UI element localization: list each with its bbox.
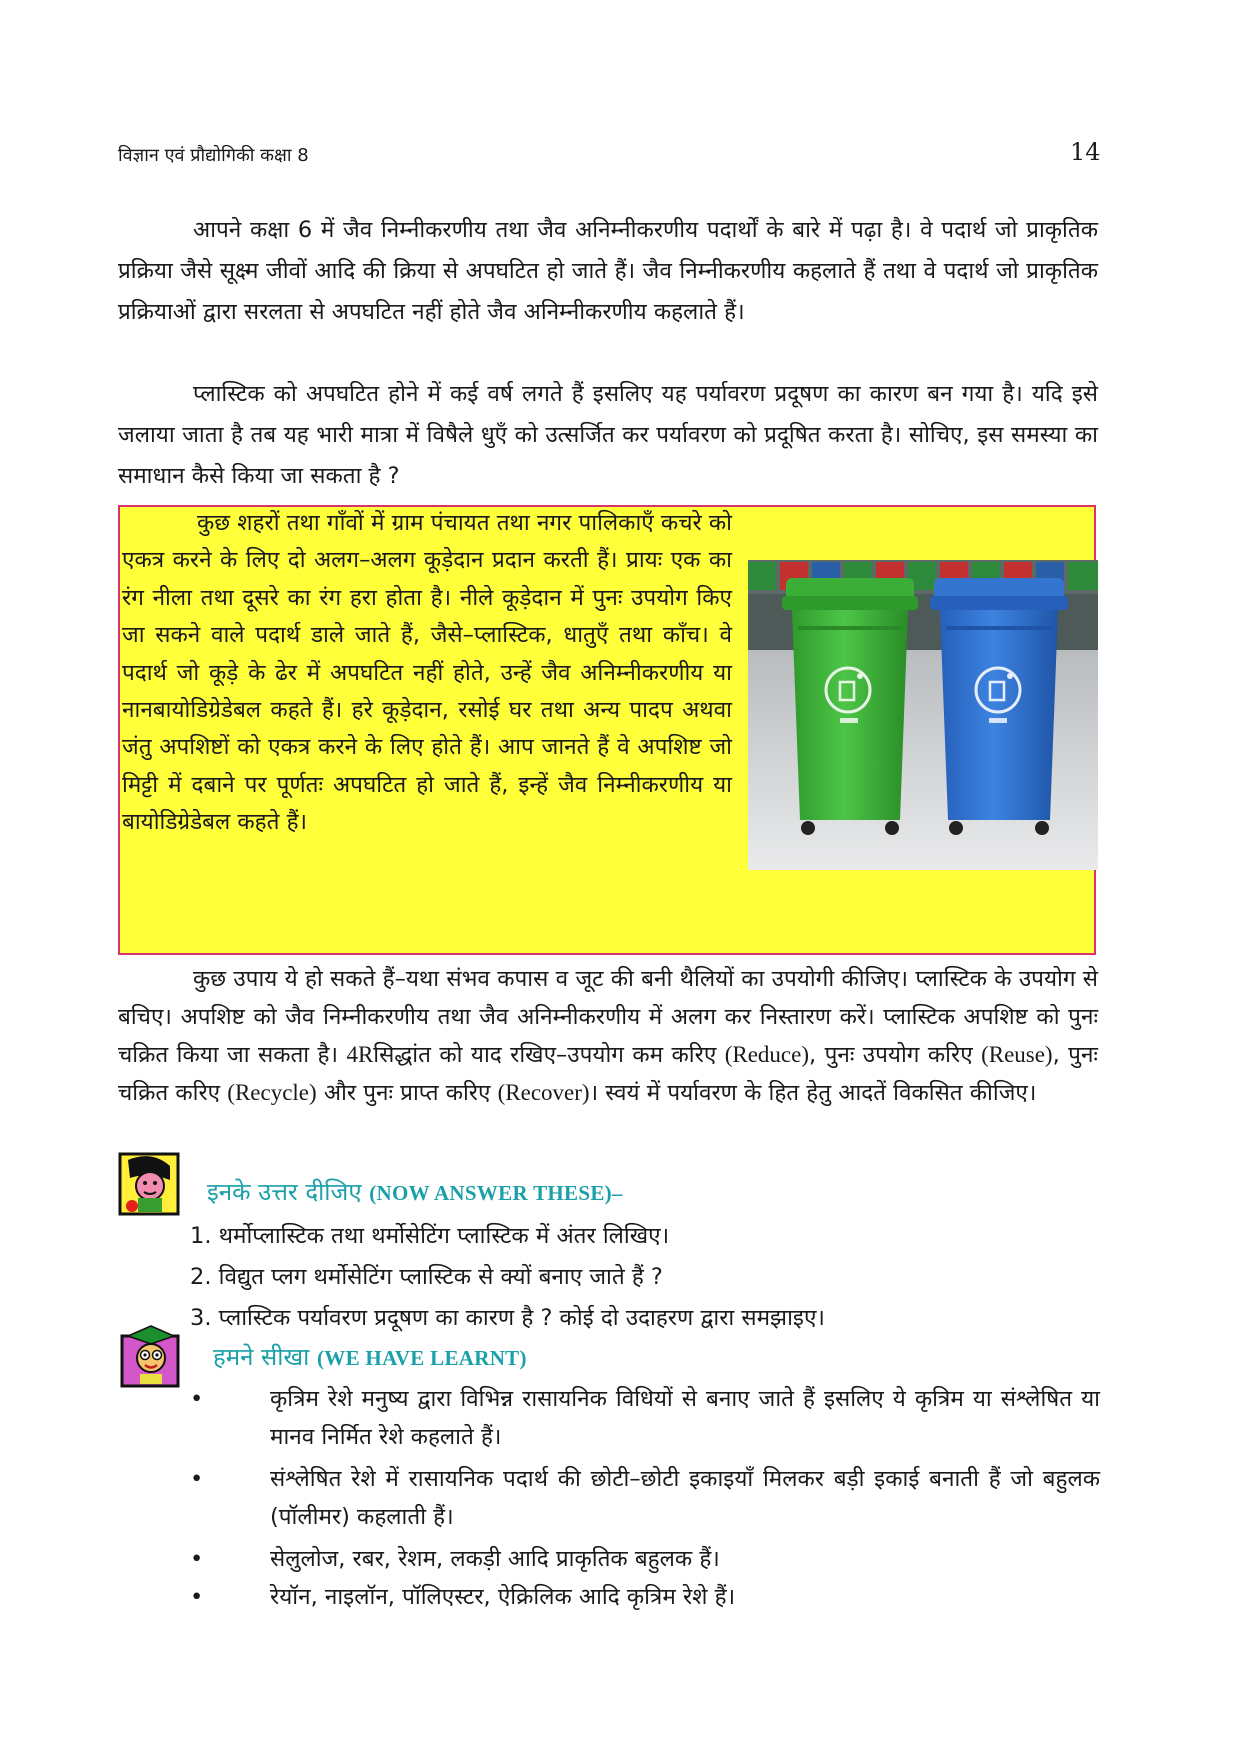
list-item: • सेलुलोज, रबर, रेशम, लकड़ी आदि प्राकृतिक बहुलक हैं। (190, 1546, 720, 1572)
paragraph-plastic-pollution: प्लास्टिक को अपघटित होने में कई वर्ष लगते हैं इसलिए यह पर्यावरण प्रदूषण का कारण बन गया है। यदि इसे जलाया जाता है तब यह भारी मात्रा में विषैले धुएँ को उत्सर्जित कर पर्यावरण को प्रदूषित करता है। सोचिए, इस समस्या का समाधान कैसे किया जा सकता है ? (118, 381, 1098, 489)
list-item: • कृत्रिम रेशे मनुष्य द्वारा विभिन्न रासायनिक विधियों से बनाए जाते हैं इसलिए ये कृत्रिम या संश्लेषित या मानव निर्मित रेशे कहलाते हैं। (190, 1386, 1100, 1450)
highlight-box-text: कुछ शहरों तथा गाँवों में ग्राम पंचायत तथा नगर पालिकाएँ कचरे को एकत्र करने के लिए दो अलग–अलग कूड़ेदान प्रदान करती हैं। प्रायः एक का रंग नीला तथा दूसरे का रंग हरा होता है। नीले कूड़ेदान में पुनः उपयोग किए जा सकने वाले पदार्थ डाले जाते हैं, जैसे–प्लास्टिक, धातुएँ तथा काँच। वे पदार्थ जो कूड़े के ढेर में अपघटित नहीं होते, उन्हें जैव अनिम्नीकरणीय या नानबायोडिग्रेडेबल कहते हैं। हरे कूड़ेदान, रसोई घर तथा अन्य पादप अथवा जंतु अपशिष्टों को एकत्र करने के लिए होते हैं। आप जानते हैं वे अपशिष्ट जो मिट्टी में दबाने पर पूर्णतः अपघटित हो जाते हैं, इन्हें जैव निम्नीकरणीय या बायोडिग्रेडेबल कहते हैं। (122, 510, 732, 836)
list-item: 2. विद्युत प्लग थर्मोसेटिंग प्लास्टिक से क्यों बनाए जाते हैं ? (190, 1264, 663, 1290)
paragraph-biodegradable: आपने कक्षा 6 में जैव निम्नीकरणीय तथा जैव अनिम्नीकरणीय पदार्थों के बारे में पढ़ा है। वे पदार्थ जो प्राकृतिक प्रक्रिया जैसे सूक्ष्म जीवों आदि की क्रिया से अपघटित हो जाते हैं। जैव निम्नीकरणीय कहलाते हैं तथा वे पदार्थ जो प्राकृतिक प्रक्रियाओं द्वारा सरलता से अपघटित नहीं होते जैव अनिम्नीकरणीय कहलाते हैं। (118, 217, 1098, 325)
list-item: 3. प्लास्टिक पर्यावरण प्रदूषण का कारण है ? कोई दो उदाहरण द्वारा समझाइए। (190, 1305, 825, 1331)
dustbins-photo (748, 560, 1098, 870)
learnt-points-list (190, 1380, 1100, 1616)
list-item: • संश्लेषित रेशे में रासायनिक पदार्थ की छोटी–छोटी इकाइयाँ मिलकर बड़ी इकाई बनाती हैं जो बहुलक (पॉलीमर) कहलाती हैं। (190, 1466, 1100, 1530)
question-list (190, 1216, 1100, 1339)
green-dustbin (782, 578, 918, 835)
thinking-kid-icon (118, 1152, 182, 1222)
book-title: विज्ञान एवं प्रौद्योगिकी कक्षा 8 (118, 145, 309, 166)
answer-section-title: इनके उत्तर दीजिए (NOW ANSWER THESE)– (207, 1178, 623, 1206)
page-number: 14 (1070, 138, 1101, 166)
blue-dustbin (930, 578, 1068, 835)
list-item: • रेयॉन, नाइलॉन, पॉलिएस्टर, ऐक्रिलिक आदि कृत्रिम रेशे हैं। (190, 1584, 736, 1610)
learnt-section-title: हमने सीखा (WE HAVE LEARNT) (213, 1343, 527, 1371)
paragraph-4r-principle: कुछ उपाय ये हो सकते हैं–यथा संभव कपास व जूट की बनी थैलियों का उपयोगी कीजिए। प्लास्टिक के उपयोग से बचिए। अपशिष्ट को जैव निम्नीकरणीय तथा जैव अनिम्नीकरणीय में अलग कर निस्तारण करें। प्लास्टिक अपशिष्ट को पुनः चक्रित किया जा सकता है। 4Rसिद्धांत को याद रखिए–उपयोग कम करिए (Reduce), पुनः उपयोग करिए (Reuse), पुनः चक्रित करिए (Recycle) और पुनः प्राप्त करिए (Recover)। स्वयं में पर्यावरण के हित हेतु आदतें विकसित कीजिए। (118, 966, 1098, 1106)
graduate-kid-icon (120, 1322, 182, 1392)
list-item: 1. थर्मोप्लास्टिक तथा थर्मोसेटिंग प्लास्टिक में अंतर लिखिए। (190, 1223, 670, 1249)
